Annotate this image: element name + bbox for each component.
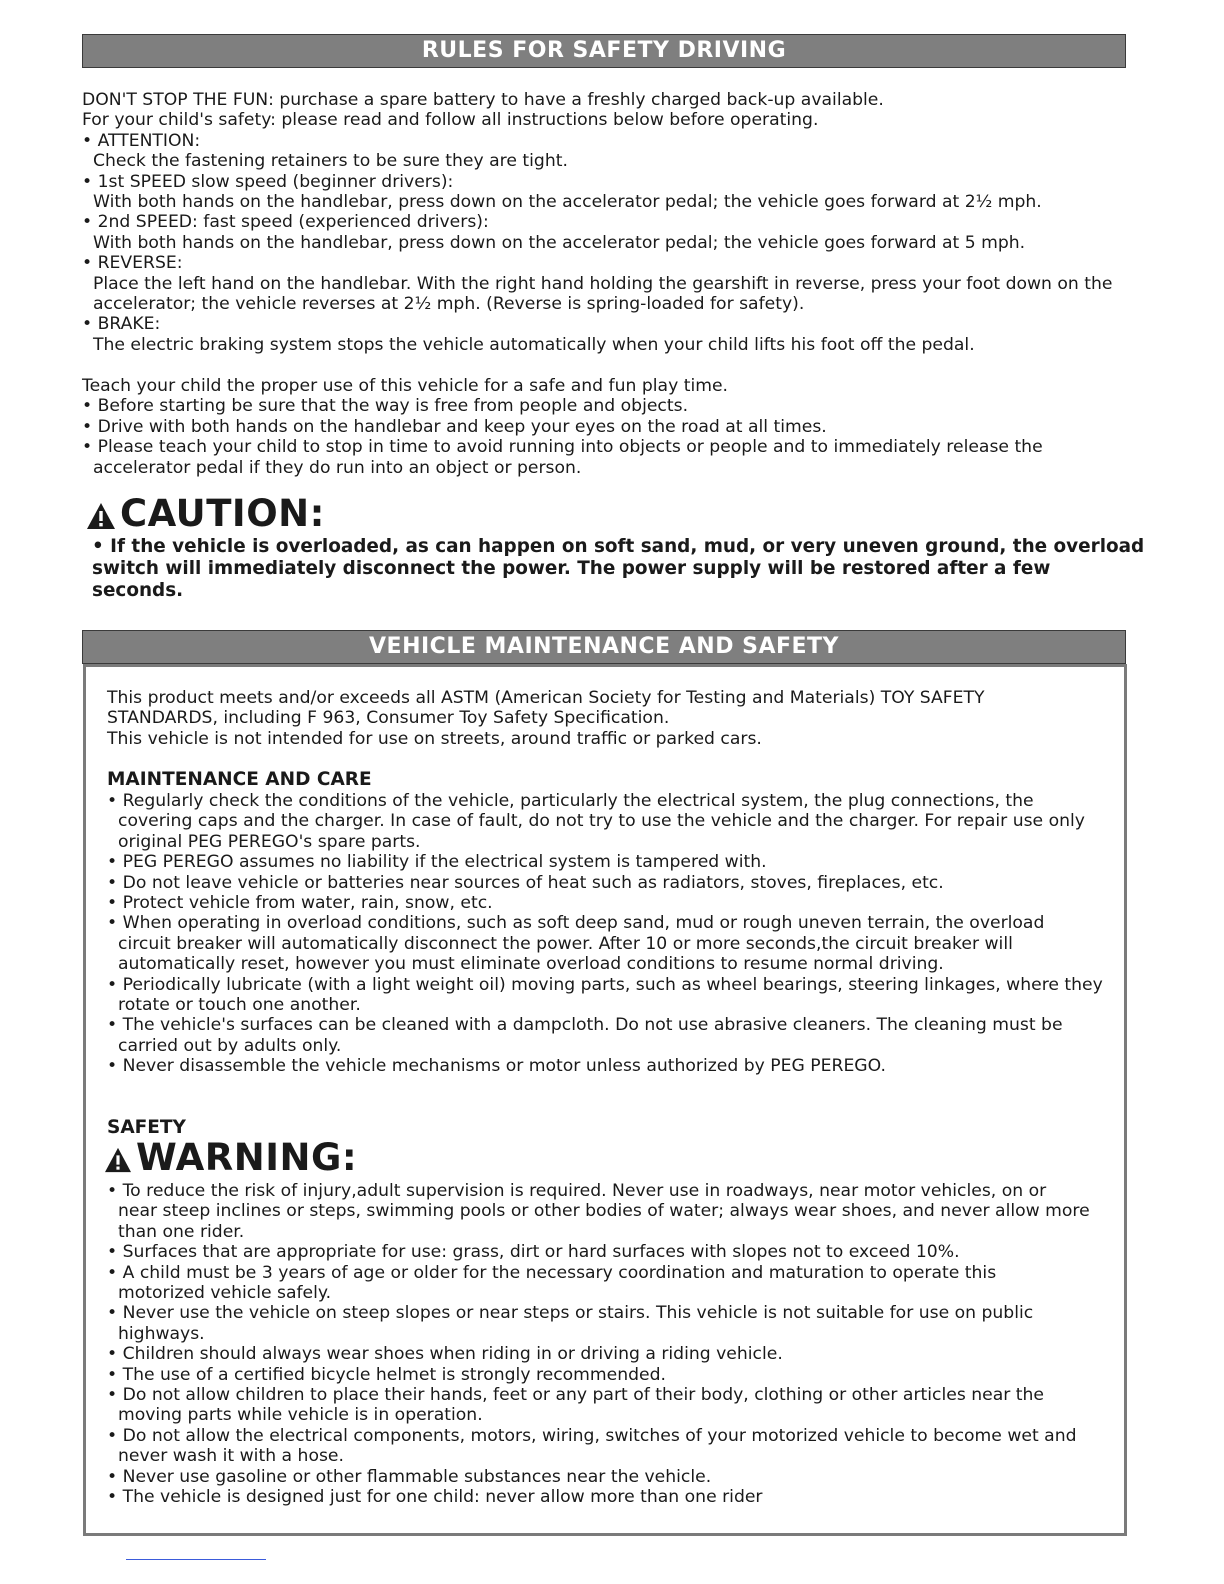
text-line: STANDARDS, including F 963, Consumer Toy Safety Specification.	[107, 708, 670, 729]
text-line: circuit breaker will automatically disconnect the power. After 10 or more seconds,the circuit breaker will	[118, 933, 1013, 954]
caution-text	[92, 536, 1144, 602]
text-line: • Drive with both hands on the handlebar and keep your eyes on the road at all times.	[82, 416, 827, 437]
text-line: • Never use the vehicle on steep slopes or near steps or stairs. This vehicle is not suitable for use on public	[107, 1303, 1034, 1324]
text-line: • Please teach your child to stop in time to avoid running into objects or people and to immediately release the	[82, 437, 1043, 458]
text-line: • Do not leave vehicle or batteries near sources of heat such as radiators, stoves, fireplaces, etc.	[107, 872, 944, 893]
safety-heading: SAFETY	[107, 1117, 186, 1138]
warning-triangle-icon	[86, 502, 116, 530]
text-line: covering caps and the charger. In case of fault, do not try to use the vehicle and the charger. For repair use only	[118, 811, 1085, 832]
text-line: • When operating in overload conditions, such as soft deep sand, mud or rough uneven terrain, the overload	[107, 913, 1045, 934]
text-line: • Children should always wear shoes when riding in or driving a riding vehicle.	[107, 1344, 783, 1365]
text-line: • Regularly check the conditions of the vehicle, particularly the electrical system, the plug connections, the	[107, 791, 1034, 811]
text-line: • Surfaces that are appropriate for use: grass, dirt or hard surfaces with slopes not to exceed 10%.	[107, 1242, 960, 1263]
text-line: • BRAKE:	[82, 314, 161, 335]
text-line: • Do not allow children to place their hands, feet or any part of their body, clothing or other articles near the	[107, 1385, 1044, 1406]
warning-heading	[104, 1136, 357, 1180]
care-text	[107, 791, 1103, 1077]
text-line: never wash it with a hose.	[118, 1446, 344, 1467]
text-line: than one rider.	[118, 1221, 245, 1242]
text-line: automatically reset, however you must eliminate overload conditions to resume normal driving.	[118, 954, 944, 975]
footer-link-underline	[126, 1559, 266, 1560]
text-line: With both hands on the handlebar, press down on the accelerator pedal; the vehicle goes forward at 5 mph.	[93, 232, 1026, 253]
maintenance-section-title: VEHICLE MAINTENANCE AND SAFETY	[82, 630, 1126, 664]
text-line: rotate or touch one another.	[118, 995, 361, 1016]
text-line: • ATTENTION:	[82, 130, 201, 151]
text-line: accelerator; the vehicle reverses at 2½ mph. (Reverse is spring-loaded for safety).	[93, 294, 805, 315]
text-line: • 1st SPEED slow speed (beginner drivers):	[82, 171, 454, 192]
text-line: Teach your child the proper use of this vehicle for a safe and fun play time.	[82, 376, 728, 396]
text-line: Place the left hand on the handlebar. With the right hand holding the gearshift in reverse, press your foot down on the	[93, 273, 1113, 294]
caution-line: • If the vehicle is overloaded, as can happen on soft sand, mud, or very uneven ground, the overload	[92, 536, 1145, 557]
caution-line: seconds.	[92, 580, 184, 601]
text-line: • Do not allow the electrical components, motors, wiring, switches of your motorized vehicle to become wet and	[107, 1425, 1077, 1446]
text-line: motorized vehicle safely.	[118, 1283, 332, 1304]
text-line: accelerator pedal if they do run into an object or person.	[93, 457, 582, 478]
text-line: • Before starting be sure that the way is free from people and objects.	[82, 396, 689, 417]
text-line: • Protect vehicle from water, rain, snow, etc.	[107, 893, 493, 914]
rules-text	[82, 90, 1112, 355]
care-heading: MAINTENANCE AND CARE	[107, 769, 372, 790]
text-line: • REVERSE:	[82, 253, 183, 274]
text-line: The electric braking system stops the vehicle automatically when your child lifts his foot off the pedal.	[93, 334, 975, 355]
caution-heading	[86, 492, 325, 536]
text-line: • 2nd SPEED: fast speed (experienced drivers):	[82, 212, 489, 233]
text-line: • A child must be 3 years of age or older for the necessary coordination and maturation to operate this	[107, 1262, 997, 1283]
text-line: • PEG PEREGO assumes no liability if the electrical system is tampered with.	[107, 852, 767, 873]
text-line: • The vehicle's surfaces can be cleaned with a dampcloth. Do not use abrasive cleaners. The cleaning must be	[107, 1015, 1063, 1036]
text-line: • Periodically lubricate (with a light weight oil) moving parts, such as wheel bearings, steering linkages, where they	[107, 974, 1103, 995]
text-line: This product meets and/or exceeds all ASTM (American Society for Testing and Materials) TOY SAFETY	[107, 688, 985, 708]
text-line: Check the fastening retainers to be sure they are tight.	[93, 151, 568, 172]
text-line: • The vehicle is designed just for one child: never allow more than one rider	[107, 1487, 763, 1508]
rules-section-title: RULES FOR SAFETY DRIVING	[82, 34, 1126, 68]
text-line: highways.	[118, 1323, 205, 1344]
text-line: carried out by adults only.	[118, 1035, 342, 1056]
caution-line: switch will immediately disconnect the power. The power supply will be restored after a few	[92, 558, 1051, 579]
warning-heading-text: WARNING:	[136, 1136, 358, 1179]
text-line: • To reduce the risk of injury,adult supervision is required. Never use in roadways, near motor vehicles, on or	[107, 1181, 1047, 1201]
text-line: With both hands on the handlebar, press down on the accelerator pedal; the vehicle goes forward at 2½ mph.	[93, 192, 1042, 213]
text-line: • The use of a certified bicycle helmet is strongly recommended.	[107, 1364, 666, 1385]
teach-text	[82, 376, 1043, 478]
warning-triangle-icon	[104, 1147, 132, 1173]
text-line: For your child's safety: please read and follow all instructions below before operating.	[82, 110, 819, 131]
text-line: near steep inclines or steps, swimming pools or other bodies of water; always wear shoes, and never allow more	[118, 1201, 1090, 1222]
text-line: • Never disassemble the vehicle mechanisms or motor unless authorized by PEG PEREGO.	[107, 1056, 886, 1077]
text-line: • Never use gasoline or other flammable substances near the vehicle.	[107, 1466, 712, 1487]
caution-heading-text: CAUTION:	[120, 492, 325, 535]
text-line: DON'T STOP THE FUN: purchase a spare battery to have a freshly charged back-up available.	[82, 90, 884, 110]
text-line: original PEG PEREGO's spare parts.	[118, 831, 421, 852]
text-line: moving parts while vehicle is in operation.	[118, 1405, 483, 1426]
maintenance-intro	[107, 688, 985, 749]
text-line: This vehicle is not intended for use on streets, around traffic or parked cars.	[107, 728, 762, 749]
warning-text	[107, 1181, 1090, 1508]
